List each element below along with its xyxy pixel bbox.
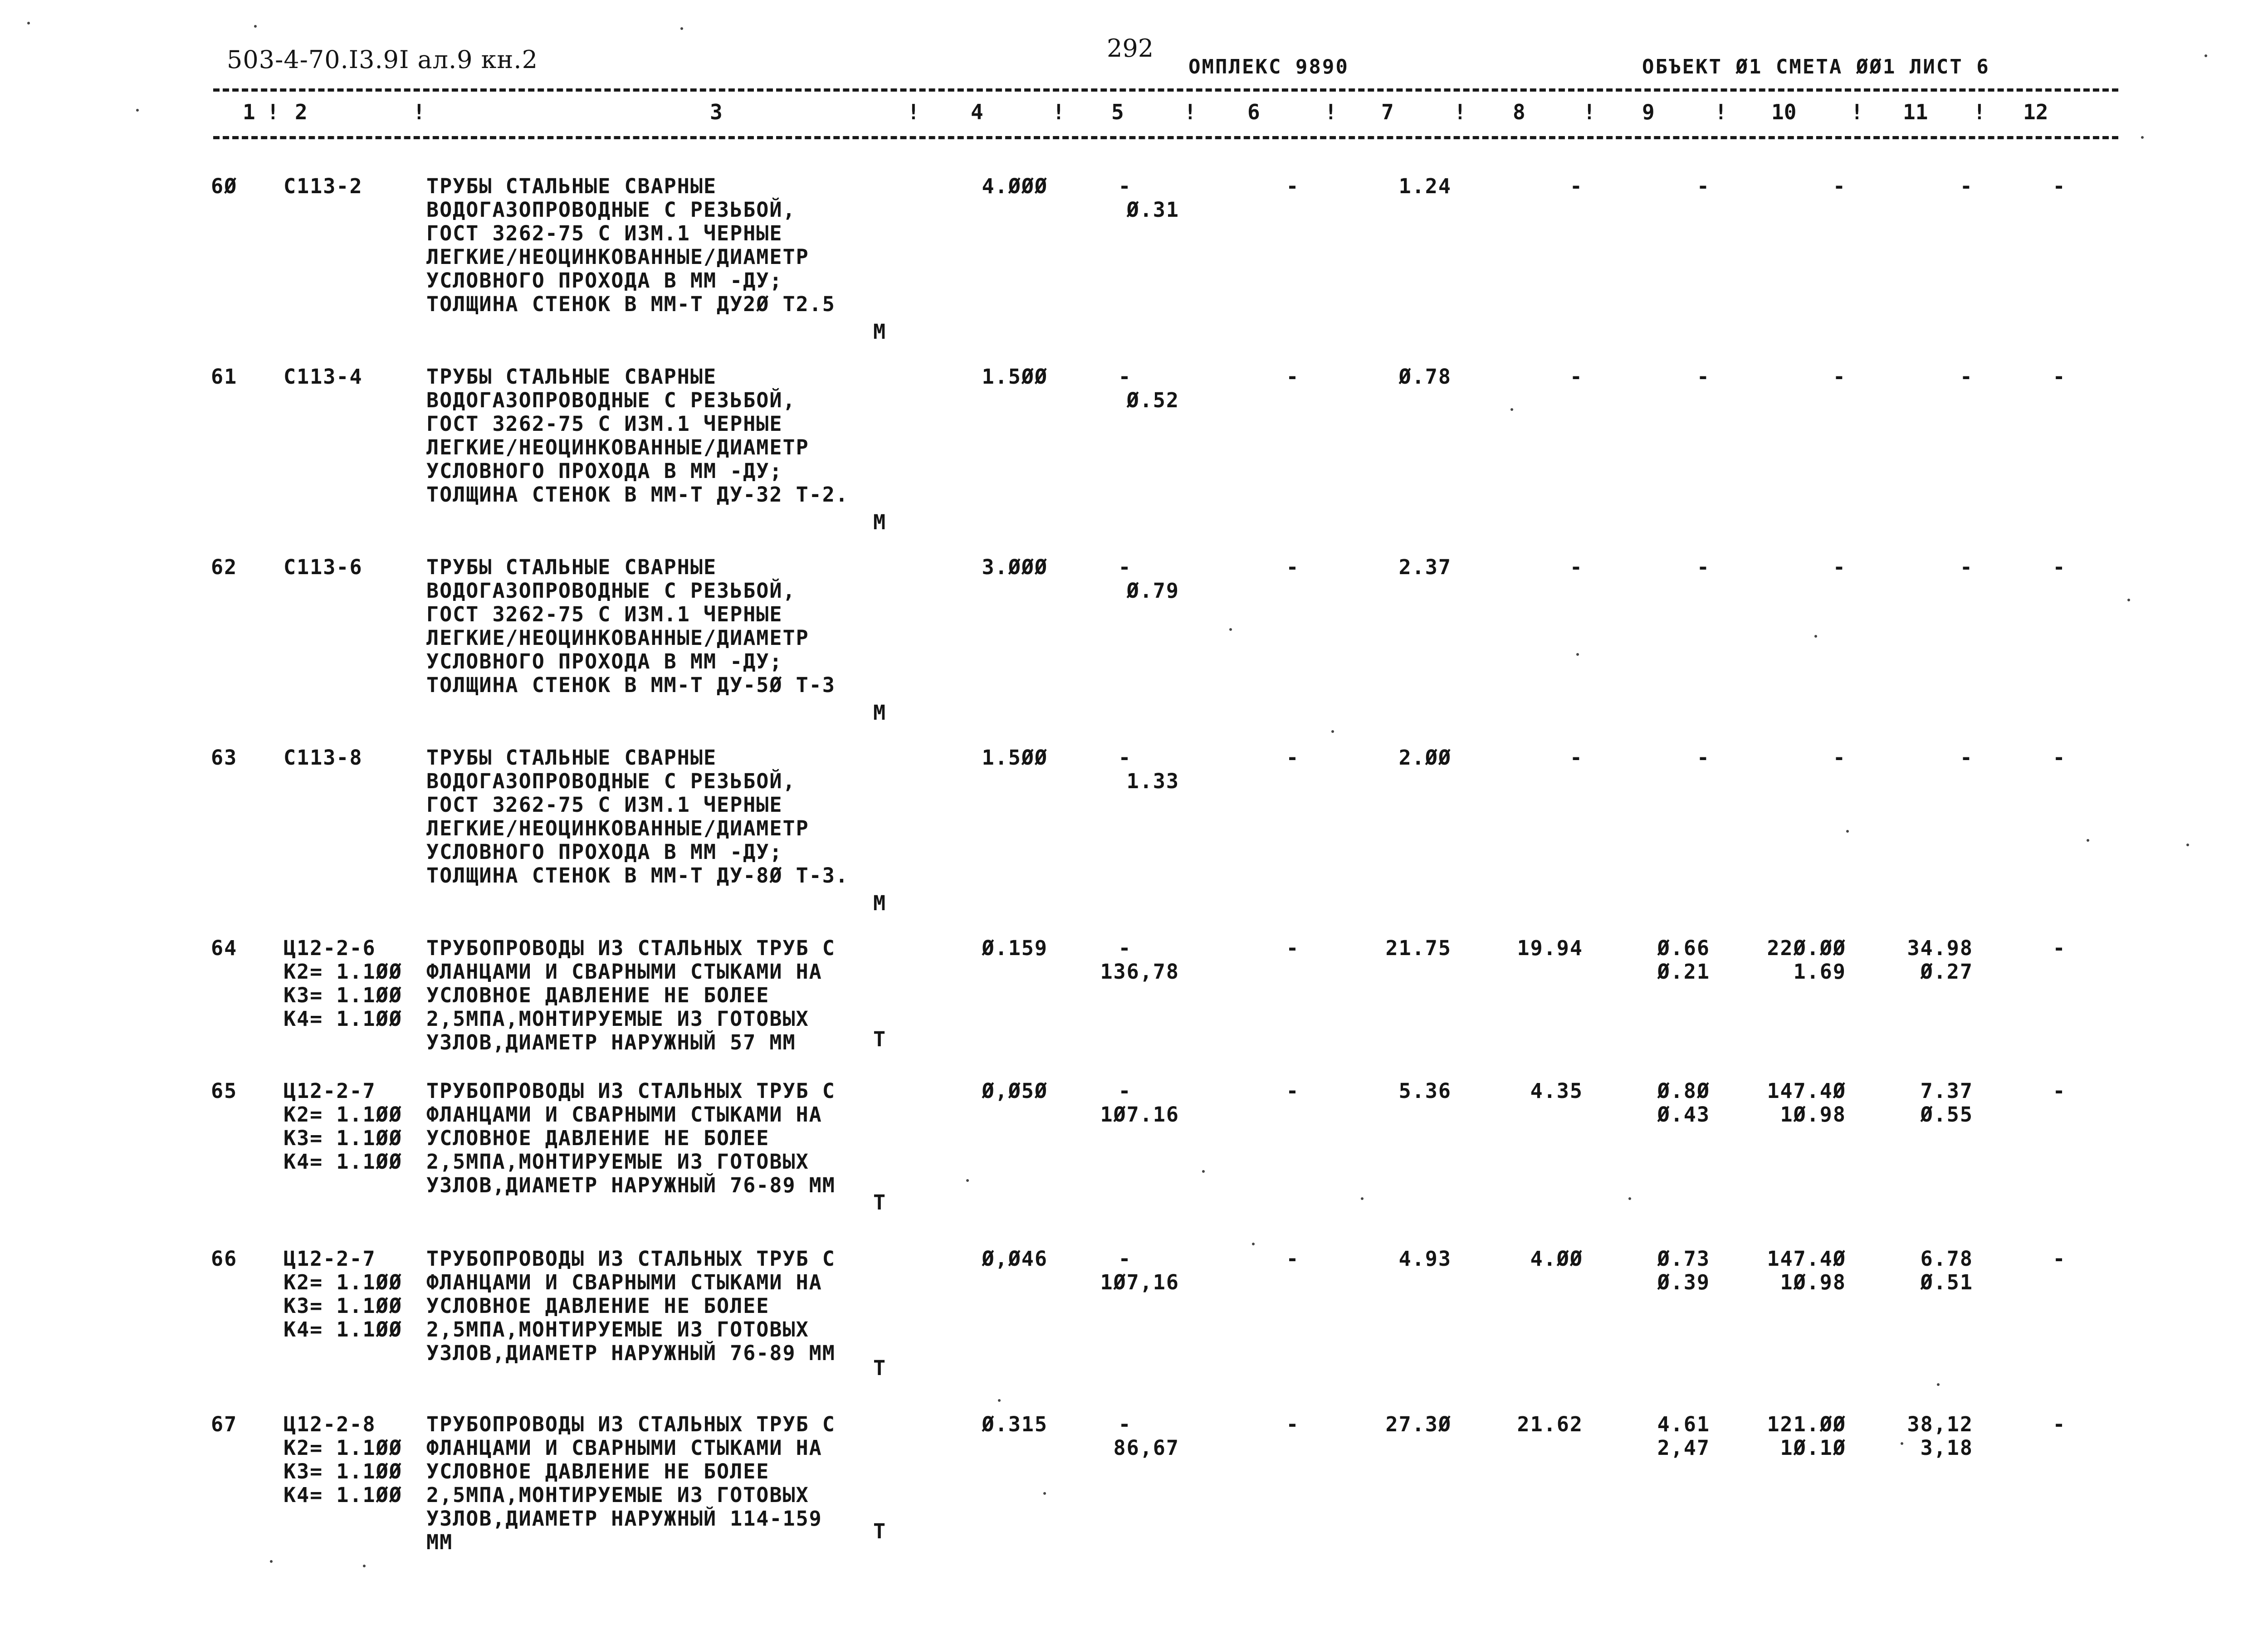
col10-top: 22Ø.ØØ (1767, 936, 1846, 960)
col9-bottom: Ø.43 (1657, 1102, 1710, 1127)
scan-speck (1229, 628, 1232, 631)
col8-value: 19.94 (1517, 936, 1583, 960)
column-header-11: 11 (1903, 100, 1928, 124)
col6-value: - (1286, 1079, 1300, 1103)
rate-code: С113-2 (284, 174, 363, 198)
column-separator: ! (1454, 100, 1466, 124)
total-cost: Ø.78 (1398, 365, 1452, 389)
col8-value: - (1569, 365, 1583, 389)
col11-bottom: Ø.27 (1920, 960, 1973, 984)
column-header-10: 10 (1771, 100, 1797, 124)
column-header-6: 6 (1247, 100, 1260, 124)
unit-of-measure: М (873, 320, 886, 344)
scan-speck (1901, 1442, 1903, 1445)
col9-top: - (1696, 555, 1710, 579)
scan-speck (1510, 408, 1513, 411)
unit-cost-top: - (1118, 1079, 1132, 1103)
col11-top: 38,12 (1907, 1412, 1973, 1436)
column-separator: ! (1973, 100, 1986, 124)
col8-value: 4.ØØ (1530, 1247, 1583, 1271)
column-separator: ! (267, 100, 279, 124)
col9-top: - (1696, 746, 1710, 770)
unit-cost-bottom: 136,78 (1100, 960, 1179, 984)
header-divider-bottom (213, 136, 2118, 139)
quantity: Ø,Ø5Ø (982, 1079, 1048, 1103)
quantity: Ø,Ø46 (982, 1247, 1048, 1271)
col6-value: - (1286, 174, 1300, 198)
scan-speck (1937, 1383, 1940, 1386)
scan-speck (1628, 1197, 1631, 1200)
scan-speck (1252, 1243, 1255, 1245)
unit-of-measure: М (873, 510, 886, 534)
quantity: 1.5ØØ (982, 365, 1048, 389)
scan-speck (1202, 1170, 1205, 1173)
work-description: ТРУБЫ СТАЛЬНЫЕ СВАРНЫЕ ВОДОГАЗОПРОВОДНЫЕ С РЕЗЬБОЙ, ГОСТ 3262-75 С ИЗМ.1 ЧЕРНЫЕ ЛЕГКИЕ/НЕОЦИНКОВАННЫЕ/ДИАМЕТР УСЛОВНОГО ПРОХОДА В ММ -ДУ; ТОЛЩИНА СТЕНОК В ММ-Т ДУ-8Ø Т-3. (426, 746, 849, 888)
row-number: 61 (211, 365, 238, 389)
unit-cost-bottom: 1Ø7.16 (1100, 1102, 1179, 1127)
col10-bottom: 1Ø.98 (1780, 1270, 1846, 1294)
unit-cost-top: - (1118, 746, 1132, 770)
row-number: 64 (211, 936, 238, 960)
scan-speck (1576, 653, 1579, 656)
column-header-1: 1 (243, 100, 255, 124)
unit-of-measure: Т (873, 1190, 886, 1215)
row-number: 66 (211, 1247, 238, 1271)
col11-top: - (1960, 174, 1973, 198)
work-description: ТРУБЫ СТАЛЬНЫЕ СВАРНЫЕ ВОДОГАЗОПРОВОДНЫЕ С РЕЗЬБОЙ, ГОСТ 3262-75 С ИЗМ.1 ЧЕРНЫЕ ЛЕГКИЕ/НЕОЦИНКОВАННЫЕ/ДИАМЕТР УСЛОВНОГО ПРОХОДА В ММ -ДУ; ТОЛЩИНА СТЕНОК В ММ-Т ДУ-5Ø Т-3 (426, 555, 836, 697)
scan-speck (254, 25, 257, 28)
column-header-8: 8 (1513, 100, 1525, 124)
work-description: ТРУБЫ СТАЛЬНЫЕ СВАРНЫЕ ВОДОГАЗОПРОВОДНЫЕ С РЕЗЬБОЙ, ГОСТ 3262-75 С ИЗМ.1 ЧЕРНЫЕ ЛЕГКИЕ/НЕОЦИНКОВАННЫЕ/ДИАМЕТР УСЛОВНОГО ПРОХОДА В ММ -ДУ; ТОЛЩИНА СТЕНОК В ММ-Т ДУ-32 Т-2. (426, 365, 849, 507)
quantity: 4.ØØØ (982, 174, 1048, 198)
col6-value: - (1286, 1247, 1300, 1271)
scan-speck (1043, 1492, 1046, 1495)
unit-cost-bottom: 1Ø7,16 (1100, 1270, 1179, 1294)
rate-code: С113-4 (284, 365, 363, 389)
col10-top: 147.4Ø (1767, 1247, 1846, 1271)
col10-bottom: 1Ø.98 (1780, 1102, 1846, 1127)
col12-value: - (2053, 555, 2066, 579)
header-divider-top (213, 88, 2118, 92)
unit-cost-top: - (1118, 365, 1132, 389)
col12-value: - (2053, 174, 2066, 198)
unit-cost-bottom: Ø.52 (1126, 388, 1179, 412)
column-header-3: 3 (710, 100, 723, 124)
row-number: 67 (211, 1412, 238, 1436)
rate-code: Ц12-2-8 (284, 1412, 376, 1436)
work-description: ТРУБЫ СТАЛЬНЫЕ СВАРНЫЕ ВОДОГАЗОПРОВОДНЫЕ С РЕЗЬБОЙ, ГОСТ 3262-75 С ИЗМ.1 ЧЕРНЫЕ ЛЕГКИЕ/НЕОЦИНКОВАННЫЕ/ДИАМЕТР УСЛОВНОГО ПРОХОДА В ММ -ДУ; ТОЛЩИНА СТЕНОК В ММ-Т ДУ2Ø Т2.5 (426, 174, 836, 316)
col8-value: 4.35 (1530, 1079, 1583, 1103)
col8-value: - (1569, 174, 1583, 198)
col10-top: - (1833, 174, 1846, 198)
column-separator: ! (1583, 100, 1596, 124)
coefficients: К2= 1.1ØØ К3= 1.1ØØ К4= 1.1ØØ (284, 1270, 402, 1341)
rate-code: Ц12-2-7 (284, 1247, 376, 1271)
rate-code: С113-8 (284, 746, 363, 770)
column-header-5: 5 (1111, 100, 1124, 124)
quantity: Ø.315 (982, 1412, 1048, 1436)
unit-cost-top: - (1118, 1247, 1132, 1271)
col11-top: - (1960, 365, 1973, 389)
total-cost: 2.ØØ (1398, 746, 1452, 770)
scan-speck (1846, 830, 1849, 833)
scan-speck (1814, 635, 1817, 638)
col10-bottom: 1Ø.1Ø (1780, 1436, 1846, 1460)
col12-value: - (2053, 1247, 2066, 1271)
col9-top: Ø.66 (1657, 936, 1710, 960)
col11-top: 34.98 (1907, 936, 1973, 960)
col10-top: 147.4Ø (1767, 1079, 1846, 1103)
column-header-9: 9 (1642, 100, 1655, 124)
col6-value: - (1286, 936, 1300, 960)
total-cost: 27.3Ø (1385, 1412, 1452, 1436)
col8-value: 21.62 (1517, 1412, 1583, 1436)
rate-code: Ц12-2-6 (284, 936, 376, 960)
col12-value: - (2053, 1079, 2066, 1103)
col12-value: - (2053, 1412, 2066, 1436)
rate-code: Ц12-2-7 (284, 1079, 376, 1103)
scan-speck (136, 109, 139, 112)
scan-speck (2204, 54, 2207, 57)
total-cost: 4.93 (1398, 1247, 1452, 1271)
unit-cost-bottom: Ø.31 (1126, 198, 1179, 222)
scan-speck (2186, 844, 2189, 846)
column-separator: ! (413, 100, 425, 124)
unit-cost-bottom: Ø.79 (1126, 579, 1179, 603)
col6-value: - (1286, 1412, 1300, 1436)
column-separator: ! (907, 100, 920, 124)
col10-bottom: 1.69 (1793, 960, 1846, 984)
col6-value: - (1286, 555, 1300, 579)
quantity: Ø.159 (982, 936, 1048, 960)
coefficients: К2= 1.1ØØ К3= 1.1ØØ К4= 1.1ØØ (284, 960, 402, 1031)
unit-cost-bottom: 86,67 (1113, 1436, 1179, 1460)
col12-value: - (2053, 365, 2066, 389)
work-description: ТРУБОПРОВОДЫ ИЗ СТАЛЬНЫХ ТРУБ С ФЛАНЦАМИ И СВАРНЫМИ СТЫКАМИ НА УСЛОВНОЕ ДАВЛЕНИЕ НЕ БОЛЕЕ 2,5МПА,МОНТИРУЕМЫЕ ИЗ ГОТОВЫХ УЗЛОВ,ДИАМЕТР НАРУЖНЫЙ 114-159 ММ (426, 1412, 836, 1554)
scan-speck (270, 1560, 273, 1563)
col9-top: 4.61 (1657, 1412, 1710, 1436)
scan-speck (1331, 730, 1334, 733)
col11-bottom: 3,18 (1920, 1436, 1973, 1460)
col9-top: Ø.73 (1657, 1247, 1710, 1271)
object-label: ОБЪЕКТ Ø1 СМЕТА ØØ1 ЛИСТ 6 (1642, 55, 1990, 78)
total-cost: 2.37 (1398, 555, 1452, 579)
doc-code: 503-4-70.I3.9I ал.9 кн.2 (227, 45, 538, 74)
col9-top: - (1696, 365, 1710, 389)
column-header-4: 4 (971, 100, 983, 124)
col6-value: - (1286, 365, 1300, 389)
scan-speck (1361, 1197, 1364, 1200)
col8-value: - (1569, 746, 1583, 770)
total-cost: 1.24 (1398, 174, 1452, 198)
scan-speck (27, 22, 30, 24)
col12-value: - (2053, 746, 2066, 770)
unit-of-measure: Т (873, 1356, 886, 1380)
col10-top: 121.ØØ (1767, 1412, 1846, 1436)
col11-top: 7.37 (1920, 1079, 1973, 1103)
col10-top: - (1833, 555, 1846, 579)
coefficients: К2= 1.1ØØ К3= 1.1ØØ К4= 1.1ØØ (284, 1102, 402, 1174)
col11-bottom: Ø.51 (1920, 1270, 1973, 1294)
unit-of-measure: М (873, 891, 886, 915)
col9-top: Ø.8Ø (1657, 1079, 1710, 1103)
column-separator: ! (1052, 100, 1065, 124)
col9-bottom: Ø.39 (1657, 1270, 1710, 1294)
col9-top: - (1696, 174, 1710, 198)
column-separator: ! (1184, 100, 1197, 124)
col10-top: - (1833, 746, 1846, 770)
unit-of-measure: М (873, 701, 886, 725)
scan-speck (2141, 136, 2144, 139)
col10-top: - (1833, 365, 1846, 389)
scan-speck (998, 1399, 1001, 1402)
scan-speck (2127, 599, 2130, 601)
row-number: 65 (211, 1079, 238, 1103)
column-separator: ! (1851, 100, 1863, 124)
quantity: 1.5ØØ (982, 746, 1048, 770)
col8-value: - (1569, 555, 1583, 579)
column-separator: ! (1325, 100, 1337, 124)
work-description: ТРУБОПРОВОДЫ ИЗ СТАЛЬНЫХ ТРУБ С ФЛАНЦАМИ И СВАРНЫМИ СТЫКАМИ НА УСЛОВНОЕ ДАВЛЕНИЕ НЕ БОЛЕЕ 2,5МПА,МОНТИРУЕМЫЕ ИЗ ГОТОВЫХ УЗЛОВ,ДИАМЕТР НАРУЖНЫЙ 57 ММ (426, 936, 836, 1054)
unit-cost-top: - (1118, 555, 1132, 579)
col11-top: - (1960, 746, 1973, 770)
scan-speck (680, 27, 683, 30)
column-header-12: 12 (2023, 100, 2048, 124)
unit-cost-top: - (1118, 174, 1132, 198)
unit-of-measure: Т (873, 1027, 886, 1051)
row-number: 62 (211, 555, 238, 579)
scan-speck (966, 1179, 969, 1182)
unit-cost-top: - (1118, 1412, 1132, 1436)
coefficients: К2= 1.1ØØ К3= 1.1ØØ К4= 1.1ØØ (284, 1436, 402, 1507)
col9-bottom: Ø.21 (1657, 960, 1710, 984)
row-number: 6Ø (211, 174, 238, 198)
column-separator: ! (1715, 100, 1727, 124)
scan-speck (2087, 839, 2089, 842)
total-cost: 21.75 (1385, 936, 1452, 960)
unit-cost-bottom: 1.33 (1126, 769, 1179, 793)
row-number: 63 (211, 746, 238, 770)
rate-code: С113-6 (284, 555, 363, 579)
work-description: ТРУБОПРОВОДЫ ИЗ СТАЛЬНЫХ ТРУБ С ФЛАНЦАМИ И СВАРНЫМИ СТЫКАМИ НА УСЛОВНОЕ ДАВЛЕНИЕ НЕ БОЛЕЕ 2,5МПА,МОНТИРУЕМЫЕ ИЗ ГОТОВЫХ УЗЛОВ,ДИАМЕТР НАРУЖНЫЙ 76-89 ММ (426, 1247, 836, 1365)
page-number: 292 (1107, 34, 1154, 63)
col11-bottom: Ø.55 (1920, 1102, 1973, 1127)
col12-value: - (2053, 936, 2066, 960)
column-header-2: 2 (295, 100, 308, 124)
scan-speck (363, 1565, 366, 1567)
col11-top: 6.78 (1920, 1247, 1973, 1271)
complex-label: ОМПЛЕКС 9890 (1188, 55, 1349, 78)
unit-cost-top: - (1118, 936, 1132, 960)
work-description: ТРУБОПРОВОДЫ ИЗ СТАЛЬНЫХ ТРУБ С ФЛАНЦАМИ И СВАРНЫМИ СТЫКАМИ НА УСЛОВНОЕ ДАВЛЕНИЕ НЕ БОЛЕЕ 2,5МПА,МОНТИРУЕМЫЕ ИЗ ГОТОВЫХ УЗЛОВ,ДИАМЕТР НАРУЖНЫЙ 76-89 ММ (426, 1079, 836, 1197)
unit-of-measure: Т (873, 1519, 886, 1543)
col6-value: - (1286, 746, 1300, 770)
total-cost: 5.36 (1398, 1079, 1452, 1103)
quantity: 3.ØØØ (982, 555, 1048, 579)
col9-bottom: 2,47 (1657, 1436, 1710, 1460)
column-header-7: 7 (1381, 100, 1394, 124)
col11-top: - (1960, 555, 1973, 579)
